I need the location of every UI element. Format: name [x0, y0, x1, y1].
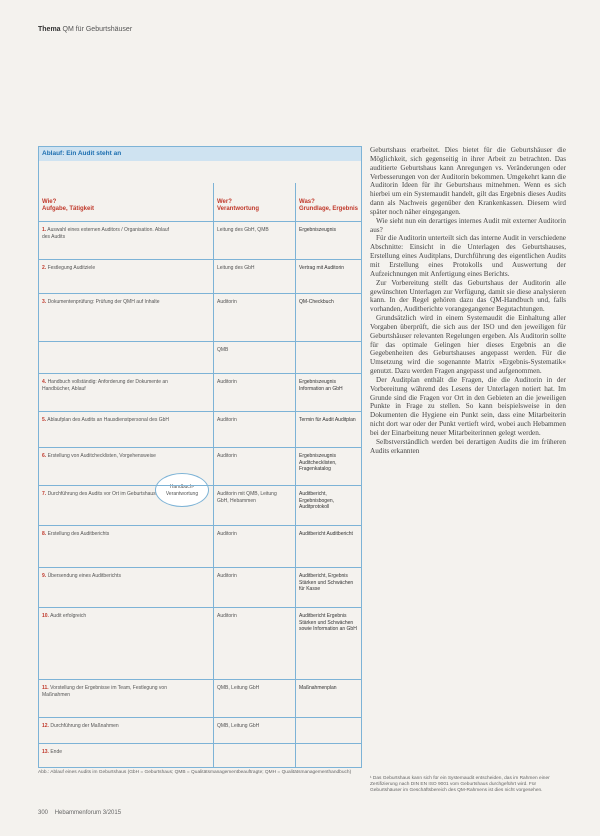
figure-caption: Abb.: Ablauf eines Audits im Geburtshaus (GbH = Geburtshaus; QMB = Qualitätsmanagementbeauftragte; QMH = Qualitätsmanagementhandbuch) [38, 770, 352, 775]
row-divider [39, 717, 361, 718]
step-responsibility: Auditorin [217, 573, 237, 579]
body-text [370, 146, 566, 456]
col-head-task-label: Aufgabe, Tätigkeit [42, 206, 95, 212]
step-responsibility: Leitung des GbH, QMB [217, 227, 269, 233]
page-number: 300 [38, 810, 49, 816]
row-divider [39, 221, 361, 222]
page-footer [38, 810, 121, 816]
col-head-task [42, 199, 94, 213]
step-responsibility: Leitung des GbH [217, 265, 255, 271]
running-header [38, 26, 132, 33]
step-number: 7. [42, 491, 47, 497]
row-divider [39, 341, 361, 342]
step-task-text: Festlegung Auditziele [47, 265, 96, 271]
step-task-text: Ende [50, 749, 63, 755]
paragraph: Geburtshaus erarbeitet. Dies bietet für die Geburtshäuser die Möglichkeit, sich gegenseitig in ihrer Arbeit zu betrachten. Das auditierte Geburtshaus kann Anregungen vs. Veränderungen oder Verbesserungen von der Auditorin bekommen. Umgekehrt kann die Auditorin Ideen für ihr Geburtshaus mitnehmen. Wenn es sich hierbei um ein Systemaudit handelt, gilt das Ergebnis dieses Audits dann als Nachweis gegenüber den Krankenkassen. Diesem wird später noch näher eingegangen. [370, 146, 566, 216]
step-responsibility: Auditorin [217, 299, 237, 305]
step-responsibility: Auditorin [217, 531, 237, 537]
row-divider [39, 373, 361, 374]
step-result: Auditbericht Ergebnis Stärken und Schwächen sowie Information an GbH [299, 613, 357, 632]
step-task [42, 685, 172, 698]
paragraph: Zur Vorbereitung stellt das Geburtshaus der Auditorin alle gewünschten Unterlagen zur Verfügung, damit sie diese analysieren kann. In der Regel gehören dazu das QM-Handbuch und, falls vorhanden, Auditberichte vorangegangener Begutachtungen. [370, 278, 566, 314]
step-task-text: Durchführung des Audits vor Ort im Geburtshaus [47, 491, 156, 497]
step-number: 13. [42, 749, 49, 755]
col-head-res [299, 199, 358, 213]
paragraph: Selbstverständlich werden bei derartigen Audits die im früheren Audits erkannten [370, 437, 566, 455]
step-task-text: Vorstellung der Ergebnisse im Team, Festlegung von Maßnahmen [42, 685, 167, 698]
step-task-text: Erstellung von Auditchecklisten, Vorgehensweise [47, 453, 156, 459]
step-task-text: Erstellung des Auditberichts [47, 531, 110, 537]
step-task-text: Ablaufplan des Audits an Hausdienstpersonal des GbH [47, 417, 170, 423]
step-number: 6. [42, 453, 47, 459]
row-divider [39, 567, 361, 568]
col-head-res-label: Grundlage, Ergebnis [299, 206, 359, 212]
row-divider [39, 743, 361, 744]
step-task [42, 227, 172, 240]
step-task-text: Dokumentenprüfung: Prüfung der QMH auf Inhalte [47, 299, 160, 305]
paragraph: Wie sieht nun ein derartiges internes Audit mit externer Auditorin aus? [370, 216, 566, 234]
paragraph: Der Auditplan enthält die Fragen, die die Auditorin in der Vorbereitung während des Lesens der Unterlagen notiert hat. Im Grunde sind die Fragen vor Ort in den Gebieten an die jeweiligen Punkte in Frage zu stellen. So kann beispielsweise in den Dokumenten die Hygiene ein Punkt sein, dass eine Mitarbeiterin nicht dort war oder der Punkt vertieft wird, wobei auch Hebammen bei der Einarbeitung neuer Mitarbeiterinnen gelegt werden. [370, 375, 566, 437]
step-responsibility: Auditorin [217, 613, 237, 619]
row-divider [39, 607, 361, 608]
step-number: 1. [42, 227, 47, 233]
step-responsibility: Auditorin [217, 453, 237, 459]
step-task [42, 265, 172, 272]
step-task [42, 379, 172, 392]
step-number: 10. [42, 613, 49, 619]
step-task-text: Durchführung der Maßnahmen [50, 723, 119, 729]
step-number: 4. [42, 379, 47, 385]
step-result: Ergebniszeugnis Auditchecklisten, Fragenkatalog [299, 453, 337, 472]
step-result: QM-Checkbuch [299, 299, 334, 305]
step-number: 11. [42, 685, 49, 691]
step-number: 5. [42, 417, 47, 423]
row-divider [39, 259, 361, 260]
footnote: ¹ Das Geburtshaus kann sich für ein Systemaudit entscheiden, das im Rahmen einer Zertifizierung nach DIN EN ISO 9001 vom Geburtshaus durchgeführt wird. Für Geburtshäuser im Geschäftsbereich des QM-Rahmens ist dies nicht vorgesehen. [370, 776, 550, 794]
col-head-resp [217, 199, 259, 213]
step-task [42, 613, 172, 620]
step-task [42, 531, 172, 538]
col-head-resp-label: Verantwortung [217, 206, 260, 212]
step-result: Auditbericht Auditbericht [299, 531, 353, 537]
step-task-text: Handbuch vollständig: Anforderung der Dokumente an Handbücher, Ablauf [42, 379, 168, 392]
step-result: Termin für Audit Auditplan [299, 417, 356, 423]
col-head-resp-who: Wer? [217, 199, 232, 205]
step-number: 8. [42, 531, 47, 537]
step-task-text: Auswahl eines externen Auditors / Organisation. Ablauf des Audits [42, 227, 170, 240]
step-result: Ergebniszeugnis Information an GbH [299, 379, 343, 392]
step-number: 9. [42, 573, 47, 579]
header-title: QM für Geburtshäuser [62, 26, 133, 33]
step-number: 2. [42, 265, 47, 271]
handbook-bubble: Handbuch-Verantwortung [155, 473, 209, 507]
step-task [42, 723, 172, 730]
step-responsibility: Auditorin [217, 379, 237, 385]
step-task [42, 299, 172, 306]
paragraph: Grundsätzlich wird in einem Systemaudit die Einhaltung aller Vorgaben überprüft, die sich aus der ISO und den jeweiligen für Geburtshäuser relevanten Regelungen ergeben. Als Auditorin sollte für das optimale Gelingen hier dieses Ergebnis an die Gegebenheiten des Geburtshauses angepasst werden. Für die Umsetzung wird die sogenannte Matrix »Ergebnis-Systematik« genutzt. Dazu werden Fragen angepasst und aufgenommen. [370, 314, 566, 376]
step-result: Vertrag mit Auditorin [299, 265, 345, 271]
step-number: 12. [42, 723, 49, 729]
step-responsibility: QMB [217, 347, 229, 353]
step-task [42, 417, 172, 424]
box-title: Ablauf: Ein Audit steht an [39, 147, 361, 161]
audit-flow-box [38, 146, 362, 768]
row-divider [39, 411, 361, 412]
step-number: 3. [42, 299, 47, 305]
step-responsibility: Auditorin mit QMB, Leitung GbH, Hebammen [217, 491, 277, 504]
step-task [42, 749, 172, 756]
step-task [42, 491, 172, 498]
step-result: Auditbericht, Ergebnis Stärken und Schwächen für Kasse [299, 573, 354, 592]
step-responsibility: QMB, Leitung GbH [217, 723, 260, 729]
row-divider [39, 447, 361, 448]
paragraph: Für die Auditorin unterteilt sich das interne Audit in verschiedene Abschnitte: Einsicht in die Unterlagen des Geburtshauses, Erstellung eines Auditplans, Durchführung des eigentlichen Audits mit Erstellung eines Protokolls und Auswertung der Aufzeichnungen mit Anfertigung eines Berichts. [370, 234, 566, 278]
row-divider [39, 485, 361, 486]
step-responsibility: QMB, Leitung GbH [217, 685, 260, 691]
step-responsibility: Auditorin [217, 417, 237, 423]
step-task [42, 573, 172, 580]
step-result: Ergebniszeugnis [299, 227, 336, 233]
col-head-res-who: Was? [299, 199, 315, 205]
step-result: Maßnahmenplan [299, 685, 337, 691]
step-task [42, 453, 172, 460]
row-divider [39, 679, 361, 680]
row-divider [39, 525, 361, 526]
row-divider [39, 293, 361, 294]
journal-name: Hebammenforum 3/2015 [54, 810, 122, 816]
step-result: Auditbericht, Ergebnisbogen, Auditprotokoll [299, 491, 335, 510]
step-task-text: Audit erfolgreich [50, 613, 87, 619]
step-task-text: Übersendung eines Auditberichts [47, 573, 121, 579]
header-section: Thema [38, 26, 61, 33]
col-head-task-who: Wie? [42, 199, 57, 205]
